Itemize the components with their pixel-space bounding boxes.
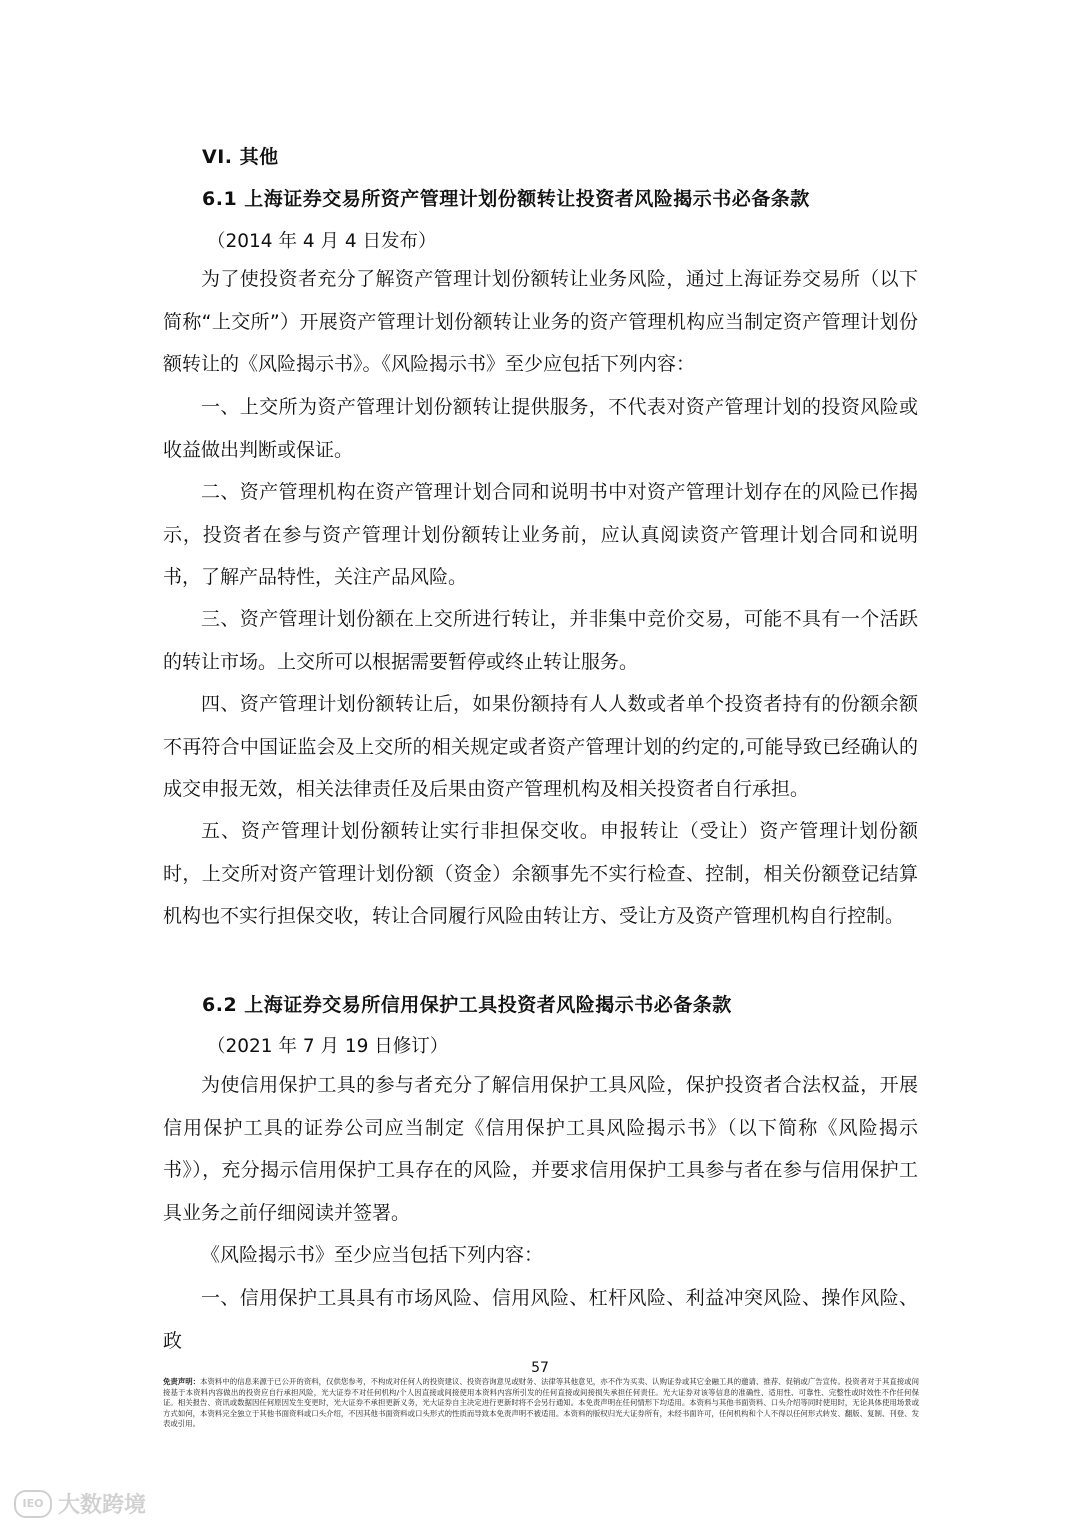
paragraph: 为了使投资者充分了解资产管理计划份额转让业务风险，通过上海证券交易所（以下简称“上交所”）开展资产管理计划份额转让业务的资产管理机构应当制定资产管理计划份额转让的《风险揭示书》。《风险揭示书》至少应包括下列内容： <box>163 268 918 375</box>
section-6-2-date: （2021 年 7 月 19 日修订） <box>207 1036 449 1057</box>
watermark-logo-icon: IEO <box>14 1490 52 1518</box>
watermark-text: 大数跨境 <box>58 1493 147 1518</box>
paragraph: 一、信用保护工具具有市场风险、信用风险、杠杆风险、利益冲突风险、操作风险、政 <box>163 1287 918 1352</box>
paragraph: 为使信用保护工具的参与者充分了解信用保护工具风险，保护投资者合法权益，开展信用保护工具的证券公司应当制定《信用保护工具风险揭示书》（以下简称《风险揭示书》），充分揭示信用保护工具存在的风险，并要求信用保护工具参与者在参与信用保护工具业务之前仔细阅读并签署。 <box>163 1074 918 1224</box>
paragraph: 四、资产管理计划份额转让后，如果份额持有人人数或者单个投资者持有的份额余额不再符合中国证监会及上交所的相关规定或者资产管理计划的约定的,可能导致已经确认的成交申报无效，相关法律责任及后果由资产管理机构及相关投资者自行承担。 <box>163 693 918 800</box>
page-number: 57 <box>531 1360 549 1376</box>
paragraph: 二、资产管理机构在资产管理计划合同和说明书中对资产管理计划存在的风险已作揭示，投资者在参与资产管理计划份额转让业务前，应认真阅读资产管理计划合同和说明书，了解产品特性，关注产品风险。 <box>163 481 918 588</box>
section-6-1-date: （2014 年 4 月 4 日发布） <box>207 231 437 252</box>
disclaimer-label: 免责声明： <box>163 1377 201 1386</box>
disclaimer <box>163 1377 919 1430</box>
paragraph: 一、上交所为资产管理计划份额转让提供服务，不代表对资产管理计划的投资风险或收益做出判断或保证。 <box>163 396 918 461</box>
section-title: VI. 其他 <box>202 146 279 168</box>
paragraph: 《风险揭示书》至少应当包括下列内容： <box>201 1244 544 1266</box>
section-6-1-heading: 6.1 上海证券交易所资产管理计划份额转让投资者风险揭示书必备条款 <box>202 188 810 210</box>
watermark <box>14 1488 146 1519</box>
paragraph: 三、资产管理计划份额在上交所进行转让，并非集中竞价交易，可能不具有一个活跃的转让市场。上交所可以根据需要暂停或终止转让服务。 <box>163 608 918 673</box>
paragraph: 五、资产管理计划份额转让实行非担保交收。申报转让（受让）资产管理计划份额时，上交所对资产管理计划份额（资金）余额事先不实行检查、控制，相关份额登记结算机构也不实行担保交收，转让合同履行风险由转让方、受让方及资产管理机构自行控制。 <box>163 820 918 927</box>
disclaimer-text: 本资料中的信息来源于已公开的资料，仅供您参考，不构成对任何人的投资建议、投资咨询意见或财务、法律等其他意见，亦不作为买卖、认购证券或其它金融工具的邀请、推荐、促销或广告宣传。投资者对于其直接或间接基于本资料内容做出的投资应自行承担风险，光大证券不对任何机构/个人因直接或间接使用本资料内容所引发的任何直接或间接损失承担任何责任。光大证券对该等信息的准确性、适用性、可靠性、完整性或时效性不作任何保证。相关报告、资讯或数据因任何原因发生变更时，光大证券不承担更新义务，光大证券自主决定进行更新时将不会另行通知。本免责声明在任何情形下均适用。本资料与其他书面资料、口头介绍等同时使用时，无论具体使用场景或方式如何，本资料完全独立于其他书面资料或口头介绍，不因其他书面资料或口头形式的性质而导致本免责声明不被适用。本资料的版权归光大证券所有，未经书面许可，任何机构和个人不得以任何形式转发、翻版、复制、刊登、发表或引用。 <box>163 1377 919 1428</box>
section-6-2-heading: 6.2 上海证券交易所信用保护工具投资者风险揭示书必备条款 <box>202 994 732 1016</box>
